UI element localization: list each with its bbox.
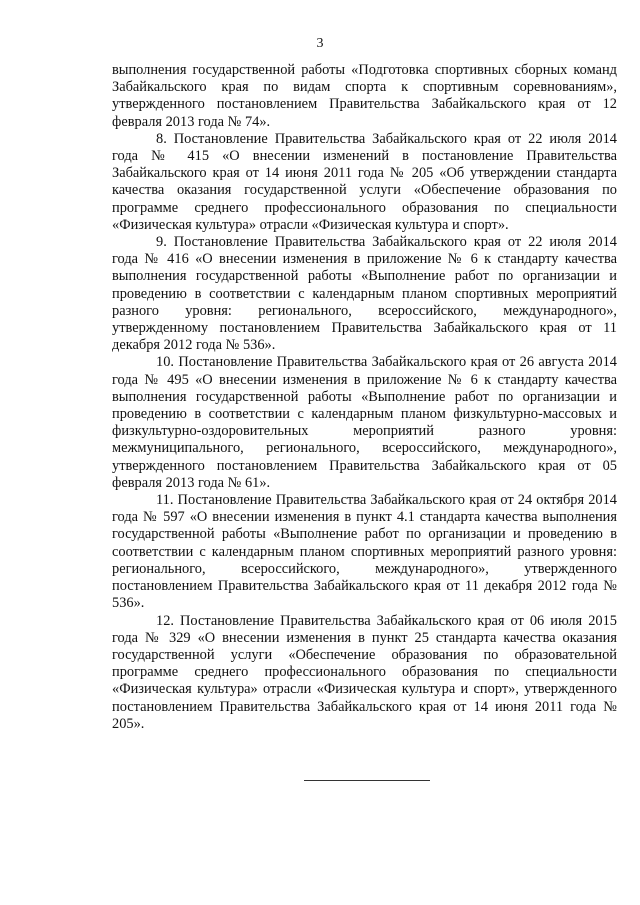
list-item-9: 9. Постановление Правительства Забайкальского края от 22 июля 2014 года № 416 «О внесении изменения в приложение № 6 к стандарту качества выполнения государственной работы «Выполнение работ по организации и проведению в соответствии с календарным планом спортивных мероприятий разного уровня: регионального, всероссийского, международного», утвержденному постановлением Правительства Забайкальского края от 11 декабря 2012 года № 536». (112, 234, 617, 354)
document-body (112, 62, 617, 733)
list-item-8: 8. Постановление Правительства Забайкальского края от 22 июля 2014 года № 415 «О внесении изменений в постановление Правительства Забайкальского края от 14 июня 2011 года № 205 «Об утверждении стандарта качества оказания государственной услуги «Обеспечение образования по программе среднего профессионального образования по специальности «Физическая культура» отрасли «Физическая культура и спорт». (112, 130, 617, 233)
paragraph-continuation: выполнения государственной работы «Подготовка спортивных сборных команд Забайкальского края по видам спорта к спортивным соревнованиям», утвержденного постановлением Правительства Забайкальского края от 12 февраля 2013 года № 74». (112, 62, 617, 130)
list-item-11: 11. Постановление Правительства Забайкальского края от 24 октября 2014 года № 597 «О внесении изменения в пункт 4.1 стандарта качества выполнения государственной работы «Выполнение работ по организации и проведению в соответствии с календарным планом спортивных мероприятий разного уровня: регионального, всероссийского, международного», утвержденного постановлением Правительства Забайкальского края от 11 декабря 2012 года № 536». (112, 492, 617, 612)
page-number: 3 (316, 36, 324, 51)
list-item-12: 12. Постановление Правительства Забайкальского края от 06 июля 2015 года № 329 «О внесении изменения в пункт 25 стандарта качества оказания государственной услуги «Обеспечение образования по образовательной программе среднего профессионального образования по специальности «Физическая культура» отрасли «Физическая культура и спорт», утвержденного постановлением Правительства Забайкальского края от 14 июня 2011 года № 205». (112, 612, 617, 732)
list-item-10: 10. Постановление Правительства Забайкальского края от 26 августа 2014 года № 495 «О внесении изменения в приложение № 6 к стандарту качества выполнения государственной работы «Выполнение работ по организации и проведению в соответствии с календарным планом физкультурно-массовых и физкультурно-оздоровительных мероприятий разного уровня: межмуниципального, регионального, всероссийского, международного», утвержденного постановлением Правительства Забайкальского края от 05 февраля 2013 года № 61». (112, 354, 617, 491)
end-of-document-rule (304, 780, 430, 781)
